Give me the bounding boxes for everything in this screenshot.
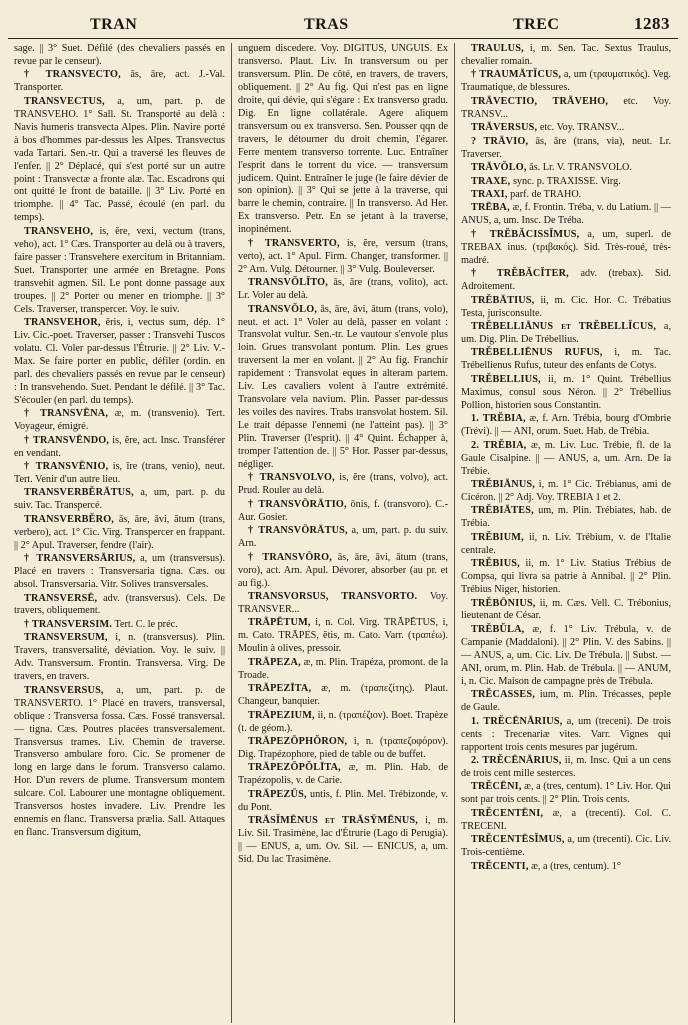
entry-headword: TRĔBŬLA,	[471, 623, 525, 635]
entry-headword: TRĀPEZŪS,	[248, 788, 307, 800]
dictionary-entry	[238, 304, 448, 472]
entry-text: etc. Voy. TRANSV...	[461, 95, 672, 120]
entry-text: ii, m. Cic. Hor. C. Trébatius Testa, jurisconsulte.	[461, 294, 671, 319]
dictionary-entry	[461, 755, 671, 781]
dictionary-entry	[461, 781, 671, 807]
column-1	[8, 43, 231, 1023]
dictionary-entry	[461, 136, 671, 162]
entry-headword: TRANSVERSUM,	[24, 632, 108, 644]
entry-headword: TRĀPEZA,	[248, 656, 301, 668]
dictionary-entry	[461, 808, 671, 834]
entry-headword: TRĔBIUM,	[471, 531, 524, 543]
entry-headword: † TRANSVŌRĀTUS,	[248, 525, 348, 537]
entry-text: i, m. Liv. Sil. Trasimène, lac d'Étrurie (Lago di Perugia). || — ENUS, a, um. Ov. Sil. — ENICUS, a, um. Sid. Du lac Trasimène.	[238, 815, 448, 866]
column-3	[454, 43, 677, 1023]
dictionary-entry	[461, 861, 671, 874]
dictionary-entry	[461, 440, 671, 479]
dictionary-entry	[461, 598, 671, 624]
entry-headword: TRĔCĒNI,	[471, 781, 522, 793]
dictionary-entry	[461, 347, 671, 373]
dictionary-entry	[461, 122, 671, 135]
dictionary-entry	[14, 487, 225, 513]
entry-headword: † TRANSVŌRĀTIO,	[248, 498, 347, 510]
entry-text: æ, m. (τραπεζίτης). Plaut. Changeur, banquier.	[238, 683, 448, 708]
entry-headword: TRAXE,	[471, 175, 511, 187]
header-left-word: TRAN	[90, 16, 138, 33]
entry-headword: TRANSVŎLO,	[248, 303, 318, 315]
entry-headword: TRĔBELLIĀNUS et TRĔBELLĬCUS,	[471, 321, 657, 333]
column-2	[231, 43, 454, 1023]
dictionary-entry	[14, 593, 225, 619]
entry-headword: ? TRĀVIO,	[471, 135, 529, 147]
dictionary-entry	[461, 295, 671, 321]
entry-text: sync. p. TRAXISSE. Virg.	[510, 175, 621, 187]
entry-headword: TRĔCASSES,	[471, 689, 536, 701]
dictionary-entry	[238, 591, 448, 617]
dictionary-entry	[461, 374, 671, 413]
entry-headword: TRAXI,	[471, 188, 508, 200]
entry-text: ōnis, f. (transvoro). C.-Aur. Gosier.	[238, 498, 449, 523]
entry-headword: TRĔCENTĒSĬMUS,	[471, 834, 565, 846]
dictionary-entry	[14, 553, 225, 592]
entry-text: is, ĕre, vexi, vectum (trans, veho), act. 1° Cæs. Transporter au delà ou à travers, faire passer : Transvehere exercitum in Britanniam. Suet. Transporter une armée en Bretagne. Pons transvehit agmen. Sil. Le pont donne passage aux troupes. || 2° Porter ou mener en triomphe. || 3° Cels. Traverser, transpercer. Voy. le suiv.	[14, 225, 225, 315]
entry-headword: TRĀPEZĪTA,	[248, 683, 312, 695]
entry-headword: TRANSVERSĒ,	[24, 592, 98, 604]
dictionary-entry	[238, 617, 448, 656]
dictionary-entry	[238, 525, 448, 551]
entry-text: ii, n. Liv. Trébium, v. de l'Italie centrale.	[461, 531, 671, 556]
entry-text: æ, m. Liv. Luc. Trébie, fl. de la Gaule Cisalpine. || — ANUS, a, um. Arn. De la Trébie.	[461, 439, 671, 477]
dictionary-entry	[14, 685, 225, 840]
dictionary-entry	[461, 96, 671, 122]
entry-text: unguem discedere. Voy. DIGITUS, UNGUIS. Ex transverso. Plaut. Liv. In transversum ou per transversum. Plin. De côté, en travers, de travers, obliquement. || 2° Au fig. Qui n'est pas en ligne droite, qui dévie, qui s'égare : Ex transverso gradu. Dig. En ligne collatérale. Agere aliquem transversum ou ex transverso. Sen. Pousser qqn de travers, le détourner du droit chemin, l'égarer. Ferre mentem transverso torrente. Luc. Entraîner l'esprit dans le torrent du vice. — transversum judicem. Quint. Entraîner le juge (le faire dévier de son opinion). || 3° Qui se jette à la traverse, qui barre le chemin, contraire. || In transverso. Ad Her. Ex transverso. Petr. En se jetant à la traverse, inopinément.	[238, 43, 448, 236]
entry-headword: TRĀVECTIO, TRĀVEHO,	[471, 95, 609, 107]
entry-text: æ, m. (transvenio). Tert. Voyageur, émigré.	[14, 408, 225, 433]
dictionary-entry	[14, 226, 225, 317]
entry-text: ii, m. 1° Quint. Trébellius Maximus, consul sous Néron. || 2° Trébellius Pollion, historien sous Constantin.	[461, 373, 671, 411]
entry-headword: TRĒBA,	[471, 202, 510, 214]
entry-headword: 1. TRĔBIA,	[471, 413, 526, 425]
entry-headword: TRANSVORSUS, TRANSVORTO.	[248, 591, 418, 603]
entry-text: sage. || 3° Suet. Défilé (des chevaliers passés en revue par le censeur).	[14, 43, 225, 67]
entry-headword: TRAULUS,	[471, 43, 524, 54]
entry-text: ium, m. Plin. Trécasses, peple de Gaule.	[461, 689, 671, 714]
dictionary-entry	[461, 716, 671, 755]
entry-text: um, m. Plin. Trébiates, hab. de Trébia.	[461, 505, 671, 530]
entry-text: i, n. Col. Virg. TRĀPĒTUS, i, m. Cato. TRĀPES, ĕtis, m. Cato. Varr. (τραπέω). Moulin à olives, pressoir.	[238, 617, 448, 655]
dictionary-entry	[461, 268, 671, 294]
entry-text: Tert. C. le préc.	[112, 618, 178, 630]
dictionary-entry	[238, 552, 448, 591]
dictionary-entry	[238, 762, 448, 788]
entry-text: a, um, part. p. de TRANSVERTO. 1° Placé en travers, transversal, oblique : Transversa fossa. Cæs. Fossé transversal. — tigna. Cæs. Poutres placées transversalement. Transversus trames. Liv. Chemin de traverse. Transverso ambulare foro. Cic. Se promener de long en large dans le forum. Transverso calamo. Hor. D'un revers de plume. Transversum montem sulcare. Col. Labourer une montagne obliquement. Transversos hostes invadere. Liv. Prendre les ennemis en flanc. Transversa prælia. Sall. Attaques en flanc. Transversum digitum,	[14, 684, 225, 839]
entry-headword: TRANSVECTUS,	[24, 95, 105, 107]
entry-headword: TRĔBĀTIUS,	[471, 294, 535, 306]
entry-headword: TRANSVŎLĬTO,	[248, 277, 329, 289]
dictionary-entry	[461, 532, 671, 558]
dictionary-entry	[461, 189, 671, 202]
columns	[8, 43, 678, 1023]
dictionary-entry	[14, 43, 225, 69]
entry-text: ii, m. 1° Liv. Statius Trébius de Compsa, qui livra sa patrie à Annibal. || 2° Plin. Trébius Niger, historien.	[461, 558, 671, 596]
entry-headword: TRĀPEZŌPŎLĪTA,	[248, 762, 341, 774]
entry-headword: TRĔBIĀTES,	[471, 505, 534, 517]
dictionary-entry	[14, 461, 225, 487]
entry-text: adv. (transversus). Cels. De travers, obliquement.	[14, 592, 225, 617]
dictionary-entry	[461, 413, 671, 439]
entry-text: a, um (τραυματικός). Veg. Traumatique, de blessures.	[461, 69, 671, 94]
dictionary-entry	[238, 789, 448, 815]
entry-headword: † TRANSVOLVO,	[248, 472, 335, 484]
entry-text: a, um. Dig. Plin. De Trébellius.	[461, 321, 671, 345]
entry-text: i, m. 1° Cic. Trébianus, ami de Cicéron. || 2° Adj. Voy. TREBIA 1 et 2.	[461, 478, 671, 503]
entry-text: is, ĕre (trans, volvo), act. Prud. Rouler au delà.	[238, 472, 448, 497]
entry-headword: TRĔCENTĒNI,	[471, 807, 544, 819]
entry-headword: † TRANSVĒNDO,	[24, 434, 110, 446]
dictionary-entry	[461, 834, 671, 860]
entry-headword: † TRANSVĒNIO,	[24, 461, 109, 472]
entry-headword: † TRANSVŌRO,	[248, 551, 332, 563]
entry-text: ās, āre, act. J.-Val. Transporter.	[14, 69, 225, 94]
entry-headword: † TRĔBĂCĬTER,	[471, 268, 569, 280]
entry-text: untis, f. Plin. Mel. Trébizonde, v. du Pont.	[238, 788, 448, 813]
dictionary-entry	[461, 505, 671, 531]
dictionary-entry	[461, 202, 671, 228]
entry-headword: TRANSVEHO,	[24, 225, 94, 237]
entry-text: is, ĕre, act. Insc. Transférer en vendant.	[14, 434, 225, 459]
dictionary-entry	[461, 43, 671, 69]
entry-text: æ, f. Frontin. Tréba, v. du Latium. || — ANUS, a, um. Insc. De Tréba.	[461, 202, 671, 227]
entry-headword: 2. TRĔCĒNĀRIUS,	[471, 754, 562, 766]
dictionary-entry	[238, 43, 448, 237]
dictionary-entry	[238, 238, 448, 277]
dictionary-entry	[14, 408, 225, 434]
entry-text: ās, āre, āvi, ātum (trans, volo), neut. et act. 1° Voler au delà, passer en volant : Transvolat vultur. Sen.-tr. Le vautour s'envole plus loin. Grues transvolant pontum. Plin. Les grues traversent la mer en volant. || 2° Au fig. Franchir rapidement : Transvolat eques in alteram partem. Liv. Les cavaliers volent à l'autre extrémité. Transvolare vela navium. Plin. Passer par-dessus les voiles des navires. Trabs transvolat hostem. Sil. Le trait dépasse l'ennemi (ne l'atteint pas). || 3° Plin. Traverser (l'esprit). || 4° Quint. Échapper à, tromper l'attention de. || 5° Hor. Passer par-dessus, négliger.	[238, 303, 448, 470]
entry-text: i, m. Tac. Trébellienus Rufus, tuteur des enfants de Cotys.	[461, 347, 672, 372]
entry-headword: † TRANSVECTO,	[24, 69, 121, 81]
entry-text: ās, āre (trans, via), neut. Lr. Traverser.	[461, 135, 671, 160]
entry-text: ĕris, i, vectus sum, dép. 1° Liv. Cic.-poet. Traverser, passer : Transvehi Tuscos volatu. Cl. Voler par-dessus l'Étrurie. || 2° Liv. V.-Max. Se faire porter en public, défiler (ordin. en parl. des chevaliers passés en revue par le censeur) : In transvehendo. Suet. Pendant le défilé. || 3° Tac. S'écouler (en parl. du temps).	[14, 317, 225, 406]
dictionary-entry	[461, 689, 671, 715]
entry-text: etc. Voy. TRANSV...	[537, 122, 625, 134]
entry-headword: † TRANSVERTO,	[248, 237, 340, 249]
entry-text: æ, f. 1° Liv. Trébula, v. de Campanie (Maddaloni). || 2° Plin. V. des Sabins. || — ANUS, a, um. Cic. Liv. De Trébula. || Subst. — ANI, orum, m. Plin. Hab. de Trébula. || — ANUM, i, n. Cic. Maison de campagne près de Trébula.	[461, 623, 671, 687]
entry-text: æ, a (tres, centum). 1° Liv. Hor. Qui sont par trois cents. || 2° Plin. Trois cents.	[461, 781, 671, 806]
entry-headword: TRĔBIĀNUS,	[471, 478, 535, 490]
entry-headword: TRANSVEHOR,	[24, 317, 101, 329]
dictionary-entry	[238, 710, 448, 736]
entry-text: is, ĕre, versum (trans, verto), act. 1° Apul. Firm. Changer, transformer. || 2° Arn. Vulg. Détourner. || 3° Vulg. Bouleverser.	[238, 237, 448, 275]
dictionary-entry	[238, 472, 448, 498]
entry-headword: TRĔBELLIUS,	[471, 373, 541, 385]
entry-headword: † TRANSVERSIM.	[24, 618, 113, 630]
entry-headword: TRĔCENTI,	[471, 860, 529, 872]
dictionary-entry	[461, 229, 671, 268]
entry-headword: † TRĔBĂCISSĬMUS,	[471, 228, 580, 240]
entry-text: a, um (transversus). Placé en travers : Transversaria tigna. Cæs. ou absol. Transversaria. Vitr. Solives transversales.	[14, 553, 225, 591]
dictionary-entry	[238, 815, 448, 867]
dictionary-entry	[14, 632, 225, 684]
entry-headword: TRĔBŌNIUS,	[471, 597, 536, 609]
entry-headword: TRANSVERBĔRO,	[24, 513, 115, 525]
entry-text: ās, āre (trans, volito), act. Lr. Voler au delà.	[238, 277, 448, 302]
dictionary-entry	[461, 479, 671, 505]
dictionary-entry	[461, 162, 671, 175]
entry-text: Voy. TRANSVER...	[238, 591, 448, 615]
entry-headword: TRĀSĬMĒNUS et TRĀSŸMĒNUS,	[248, 815, 419, 827]
entry-text: a, um, superl. de TREBAX inus. (τριβακός). Sid. Très-roué, très-madré.	[461, 228, 671, 266]
entry-text: æ, a (trecenti). Col. C. TRECENI.	[461, 807, 671, 832]
page-number: 1283	[634, 14, 670, 33]
entry-text: i, n. (transversus). Plin. Travers, transversalité, déviation. Voy. le suiv. || Adv. Transversum. Frontin. Transversa. Virg. De travers, en travers.	[14, 632, 225, 683]
entry-headword: TRĀPEZŌPHŎRON,	[248, 736, 348, 748]
entry-headword: TRĔBIUS,	[471, 558, 520, 570]
entry-text: a, um (trecenti). Cic. Liv. Trois-centième.	[461, 834, 671, 859]
entry-headword: 1. TRĔCĒNĀRIUS,	[471, 715, 563, 727]
dictionary-entry	[238, 736, 448, 762]
dictionary-entry	[14, 317, 225, 408]
dictionary-entry	[238, 657, 448, 683]
dictionary-entry	[238, 499, 448, 525]
entry-text: i, m. Sen. Tac. Sextus Traulus, chevalier romain.	[461, 43, 671, 67]
dictionary-entry	[461, 69, 671, 95]
entry-text: is, īre (trans, venio), neut. Tert. Venir d'un autre lieu.	[14, 461, 225, 485]
header-right-word: TREC	[513, 16, 560, 33]
entry-text: parf. de TRAHO.	[507, 188, 582, 200]
entry-headword: TRĀVERSUS,	[471, 122, 538, 134]
entry-headword: TRĀVŎLO,	[471, 162, 527, 174]
entry-text: a, um, part. p. du suiv. Arn.	[238, 525, 448, 550]
entry-headword: TRĀPEZIUM,	[248, 709, 315, 721]
dictionary-entry	[461, 176, 671, 189]
dictionary-entry	[238, 683, 448, 709]
header-center-word: TRAS	[304, 16, 349, 33]
entry-headword: † TRANSVERSĀRIUS,	[24, 553, 136, 565]
entry-text: ii, m. Cæs. Vell. C. Trébonius, lieutenant de César.	[461, 597, 671, 622]
entry-headword: TRANSVERSUS,	[24, 684, 104, 696]
entry-text: ii, n. (τραπέζιον). Boet. Trapèze (t. de géom.).	[238, 709, 448, 734]
entry-text: a, um, part. p. de TRANSVEHO. 1° Sall. St. Transporté au delà : Navis humeris transvecta Alpes. Plin. Navire porté à bos d'hommes par-dessus les Alpes. Transvectus vada Tartari. Sen.-tr. Qui a traversé les fleuves de l'enfer. || 2° Déplacé, qui s'est porté sur un autre point : Transvectæ a fronte alæ. Tac. Escadrons qui ont quitté le front de bataille. || 3° Liv. Porté en triomphe. || 4° Tac. Passé, écoulé (en parl. du temps).	[14, 95, 225, 224]
entry-text: adv. (trebax). Sid. Adroitement.	[461, 268, 671, 293]
entry-text: a, um, part. p. du suiv. Tac. Transpercé.	[14, 487, 225, 512]
entry-headword: TRĔBELLIĒNUS RUFUS,	[471, 347, 603, 359]
entry-text: a, um (treceni). De trois cents : Trecenariæ vites. Varr. Vignes qui rapportent trois cents mesures par jugérum.	[461, 715, 671, 753]
entry-text: ās, āre, āvi, ātum (trans, verbero), act. 1° Cic. Virg. Transpercer en frappant. || 2° Apul. Traverser, fendre (l'air).	[14, 513, 225, 551]
dictionary-entry	[14, 435, 225, 461]
entry-headword: † TRANSVĒNA,	[24, 408, 109, 420]
entry-headword: 2. TRĔBIA,	[471, 439, 527, 451]
dictionary-entry	[14, 69, 225, 95]
dictionary-entry	[238, 277, 448, 303]
entry-text: æ, m. Plin. Trapéza, promont. de la Troade.	[238, 656, 448, 681]
entry-text: æ, f. Arn. Trébia, bourg d'Ombrie (Trévi). || — ANI, orum. Suet. Hab. de Trébia.	[461, 413, 671, 438]
entry-text: i, n. (τραπεζοφόρον). Dig. Trapézophore, pied de table ou de buffet.	[238, 736, 448, 760]
page-header	[8, 8, 678, 39]
dictionary-entry	[14, 514, 225, 553]
dictionary-entry	[461, 558, 671, 597]
entry-text: ii, m. Insc. Qui a un cens de trois cent mille sesterces.	[461, 754, 671, 779]
entry-headword: TRANSVERBĔRĀTUS,	[24, 487, 134, 499]
dictionary-entry	[461, 624, 671, 689]
entry-text: ās. Lr. V. TRANSVOLO.	[526, 162, 632, 174]
dictionary-entry	[14, 96, 225, 226]
dictionary-entry	[14, 619, 225, 632]
entry-headword: TRĀPĒTUM,	[248, 617, 311, 629]
entry-text: æ, m. Plin. Hab. de Trapézopolis, v. de Carie.	[238, 762, 448, 787]
dictionary-entry	[461, 321, 671, 347]
entry-headword: † TRAUMĀTĬCUS,	[471, 69, 562, 81]
entry-text: ās, āre, āvi, ātum (trans, voro), act. Arn. Apul. Dévorer, absorber (au pr. et au fig.).	[238, 551, 448, 589]
entry-text: æ, a (tres, centum). 1°	[528, 860, 621, 872]
